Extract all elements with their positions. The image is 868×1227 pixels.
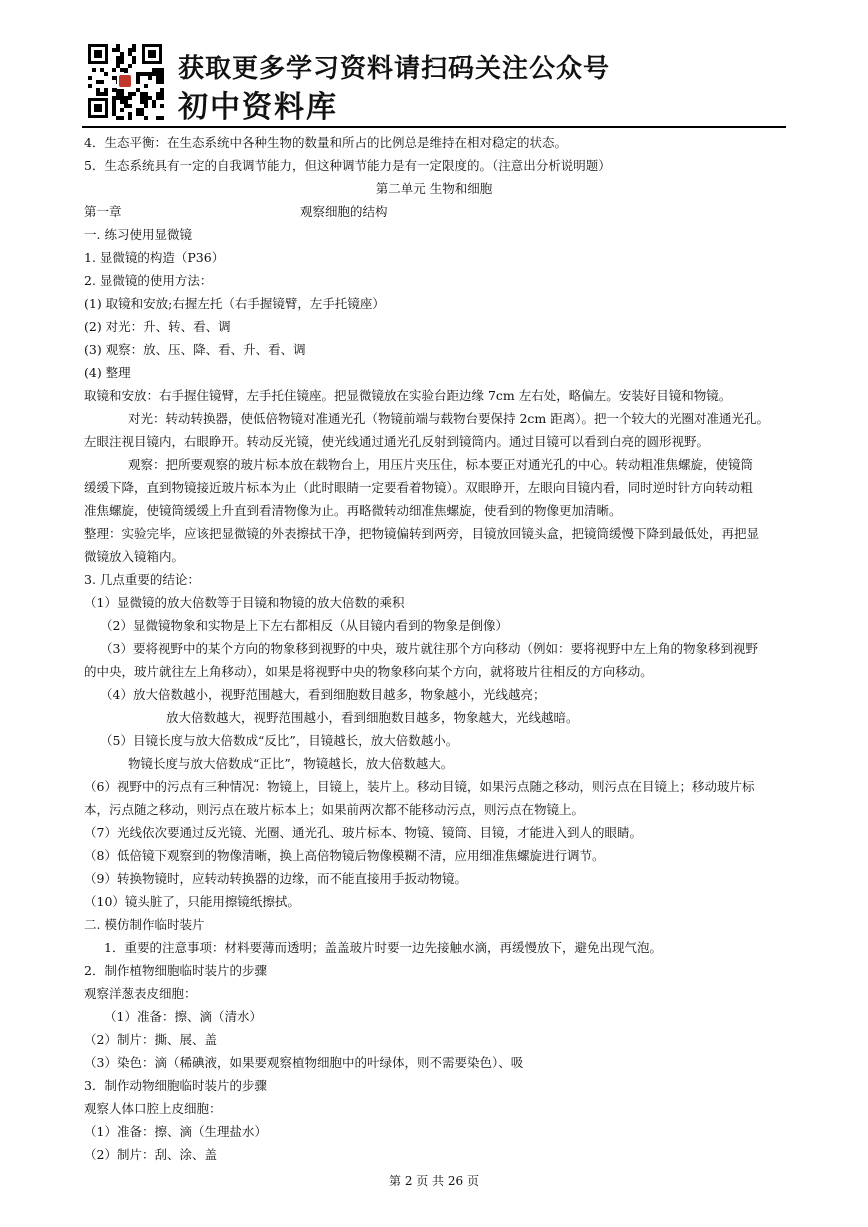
header-divider xyxy=(82,126,786,128)
text-line: （3）染色：滴（稀碘液，如果要观察植物细胞中的叶绿体，则不需要染色）、吸 xyxy=(84,1055,524,1070)
text-line: 2．制作植物细胞临时装片的步骤 xyxy=(84,963,267,978)
text-line: 整理：实验完毕，应该把显微镜的外表擦拭干净，把物镜偏转到两旁，目镜放回镜头盒，把镜筒缓慢下降到最低处，再把显 xyxy=(84,526,760,541)
header-subtitle: 初中资料库 xyxy=(178,90,338,125)
text-line: 缓缓下降，直到物镜接近玻片标本为止（此时眼睛一定要看着物镜）。双眼睁开，左眼向目镜内看，同时逆时针方向转动粗 xyxy=(84,480,753,495)
text-line: 1. 显微镜的构造（P36） xyxy=(84,250,225,265)
text-line: 的中央，玻片就往左上角移动），如果是将视野中央的物象移向某个方向，就将玻片往相反的方向移动。 xyxy=(84,664,653,679)
header-title: 获取更多学习资料请扫码关注公众号 xyxy=(178,54,611,84)
text-line: （1）显微镜的放大倍数等于目镜和物镜的放大倍数的乘积 xyxy=(84,595,405,610)
text-line: （2）显微镜物象和实物是上下左右都相反（从目镜内看到的物象是倒像） xyxy=(100,618,508,633)
text-line: 取镜和安放：右手握住镜臂，左手托住镜座。把显微镜放在实验台距边缘 7cm 左右处，略偏左。安装好目镜和物镜。 xyxy=(84,388,732,403)
text-line: （7）光线依次要通过反光镜、光圈、通光孔、玻片标本、物镜、镜筒、目镜，才能进入到人的眼睛。 xyxy=(84,825,642,840)
text-line: （3）要将视野中的某个方向的物象移到视野的中央，玻片就往那个方向移动（例如：要将视野中左上角的物象移到视野 xyxy=(100,641,758,656)
text-line: 对光：转动转换器，使低倍物镜对准通光孔（物镜前端与载物台要保持 2cm 距离）。把一个较大的光圈对准通光孔。 xyxy=(128,411,770,426)
text-line: 1．重要的注意事项：材料要薄而透明；盖盖玻片时要一边先接触水滴，再缓慢放下，避免出现气泡。 xyxy=(104,940,662,955)
section-heading: 二. 模仿制作临时装片 xyxy=(84,917,205,932)
text-line: 准焦螺旋，使镜筒缓缓上升直到看清物像为止。再略微转动细准焦螺旋，使看到的物像更加清晰。 xyxy=(84,503,622,518)
text-line: (3) 观察：放、压、降、看、升、看、调 xyxy=(84,342,306,357)
qr-code-icon[interactable] xyxy=(86,42,164,120)
text-line: 3．制作动物细胞临时装片的步骤 xyxy=(84,1078,267,1093)
text-line: 本，污点随之移动，则污点在玻片标本上；如果前两次都不能移动污点，则污点在物镜上。 xyxy=(84,802,585,817)
text-line: 观察：把所要观察的玻片标本放在载物台上，用压片夹压住，标本要正对通光孔的中心。转动粗准焦螺旋，使镜筒 xyxy=(128,457,754,472)
section-heading: 一. 练习使用显微镜 xyxy=(84,227,192,242)
text-line: (1) 取镜和安放;右握左托（右手握镜臂，左手托镜座） xyxy=(84,296,385,311)
unit-title: 第二单元 生物和细胞 xyxy=(375,181,493,196)
text-line: （8）低倍镜下观察到的物像清晰，换上高倍物镜后物像模糊不清，应用细准焦螺旋进行调节。 xyxy=(84,848,605,863)
chapter-number: 第一章 xyxy=(84,204,122,219)
text-line: （1）准备：擦、滴（生理盐水） xyxy=(84,1124,267,1139)
text-line: （6）视野中的污点有三种情况：物镜上，目镜上，装片上。移动目镜，如果污点随之移动，则污点在目镜上；移动玻片标 xyxy=(84,779,755,794)
text-line: 观察洋葱表皮细胞： xyxy=(84,986,197,1001)
page-header xyxy=(86,42,786,125)
text-line: 3. 几点重要的结论： xyxy=(84,572,200,587)
text-line: （10）镜头脏了，只能用擦镜纸擦拭。 xyxy=(84,894,300,909)
text-line: （4）放大倍数越小，视野范围越大，看到细胞数目越多，物象越小，光线越亮； xyxy=(100,687,546,702)
text-line: （5）目镜长度与放大倍数成“反比”，目镜越长，放大倍数越小。 xyxy=(100,733,459,748)
page-number: 第 2 页 共 26 页 xyxy=(389,1174,479,1188)
text-line: 观察人体口腔上皮细胞： xyxy=(84,1101,222,1116)
text-line: （9）转换物镜时，应转动转换器的边缘，而不能直接用手扳动物镜。 xyxy=(84,871,467,886)
text-line: 放大倍数越大，视野范围越小，看到细胞数目越多，物象越大，光线越暗。 xyxy=(166,710,579,725)
text-line: （1）准备：擦、滴（清水） xyxy=(104,1009,262,1024)
text-line: (2) 对光：升、转、看、调 xyxy=(84,319,231,334)
text-line: （2）制片：刮、涂、盖 xyxy=(84,1147,217,1162)
text-line: （2）制片：撕、展、盖 xyxy=(84,1032,217,1047)
chapter-title: 观察细胞的结构 xyxy=(300,204,388,219)
text-line: 2. 显微镜的使用方法： xyxy=(84,273,213,288)
text-line: 物镜长度与放大倍数成“正比”，物镜越长，放大倍数越大。 xyxy=(128,756,454,771)
text-line: 左眼注视目镜内，右眼睁开。转动反光镜，使光线通过通光孔反射到镜筒内。通过目镜可以看到白亮的圆形视野。 xyxy=(84,434,710,449)
text-line: 5．生态系统具有一定的自我调节能力，但这种调节能力是有一定限度的。（注意出分析说明题） xyxy=(84,158,611,173)
text-line: (4) 整理 xyxy=(84,365,131,380)
text-line: 4．生态平衡：在生态系统中各种生物的数量和所占的比例总是维持在相对稳定的状态。 xyxy=(84,135,567,150)
text-line: 微镜放入镜箱内。 xyxy=(84,549,185,564)
